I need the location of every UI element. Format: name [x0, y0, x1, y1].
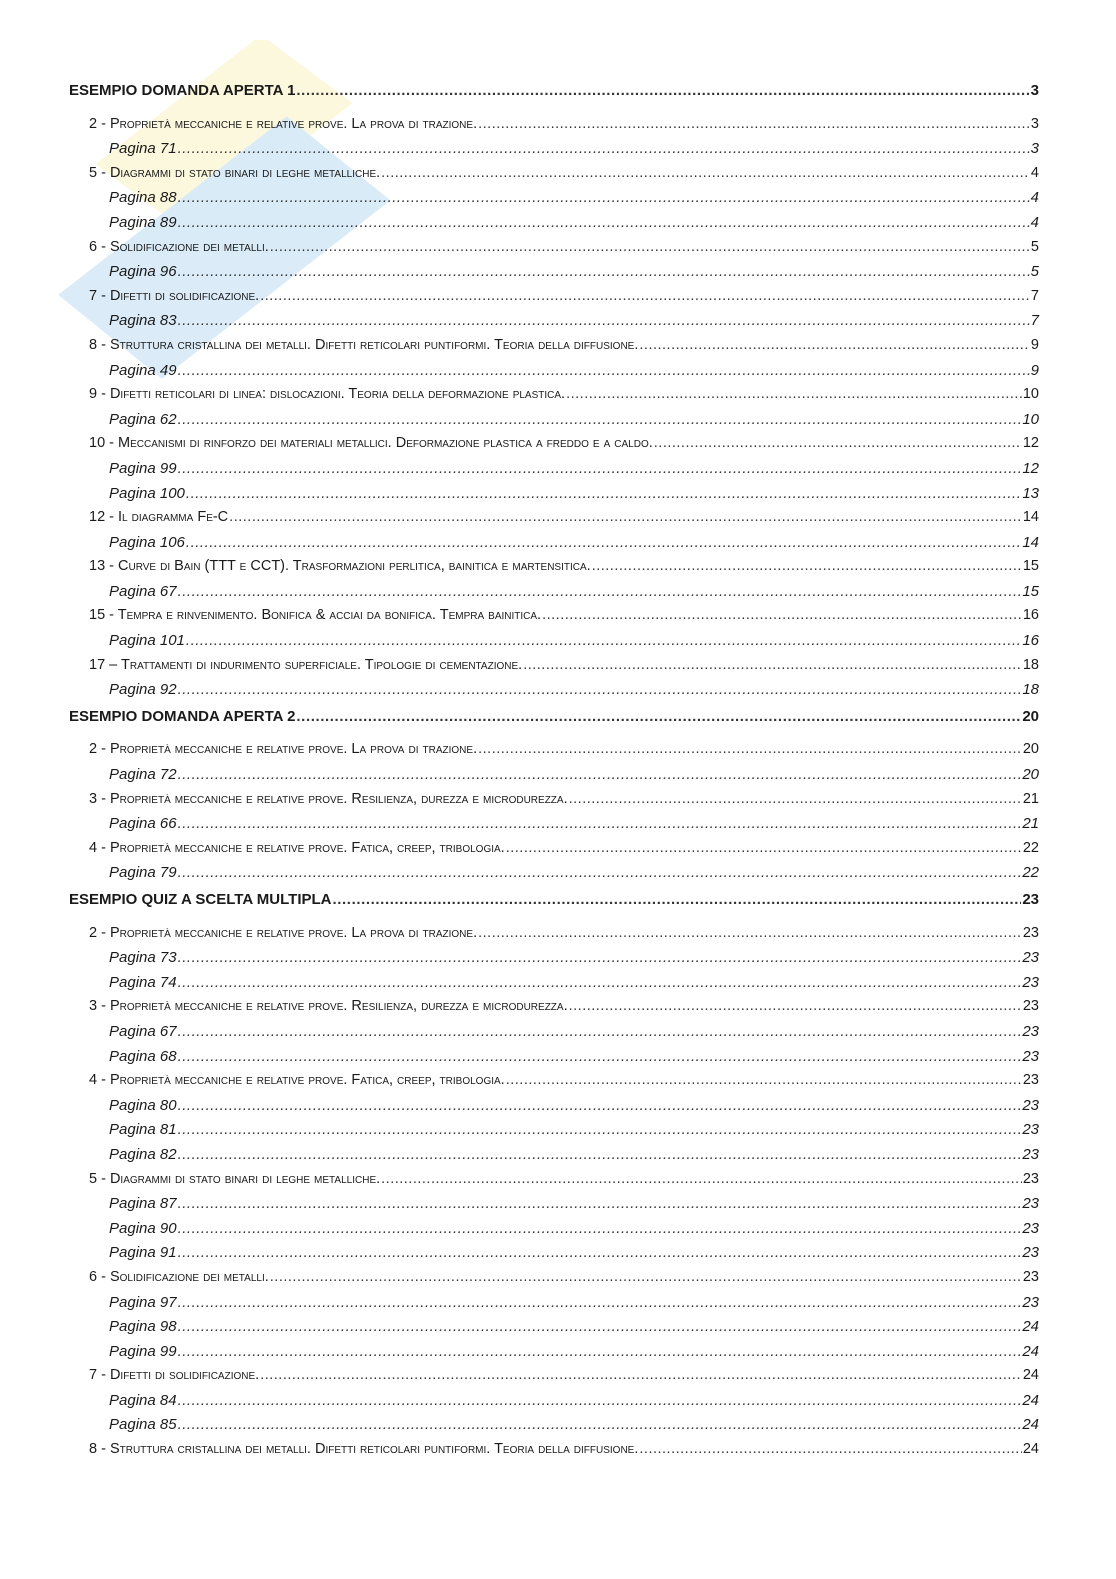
toc-chapter-entry[interactable] [69, 337, 1039, 362]
toc-entry-title: 15 - Tempra e rinvenimento. Bonifica & acciai da bonifica. Tempra bainitica. [89, 607, 542, 624]
toc-page-number: 23 [1022, 998, 1039, 1015]
toc-page-entry[interactable] [69, 864, 1039, 889]
toc-entry-title: Pagina 80 [109, 1096, 177, 1114]
toc-chapter-entry[interactable] [69, 1269, 1039, 1294]
toc-entry-title: 2 - Proprietà meccaniche e relative prove. La prova di trazione. [89, 741, 478, 758]
toc-page-number: 3 [1030, 115, 1039, 132]
toc-dot-leader [178, 1343, 1022, 1360]
toc-chapter-entry[interactable] [69, 509, 1039, 534]
toc-dot-leader [333, 891, 1022, 908]
toc-page-number: 23 [1022, 924, 1039, 941]
toc-section-entry[interactable] [69, 82, 1039, 107]
toc-dot-leader [270, 239, 1030, 255]
toc-page-number: 3 [1030, 140, 1039, 158]
toc-chapter-entry[interactable] [69, 558, 1039, 583]
toc-entry-title: Pagina 97 [109, 1293, 177, 1311]
toc-dot-leader [478, 741, 1022, 757]
toc-dot-leader [178, 1023, 1022, 1040]
toc-page-entry[interactable] [69, 189, 1039, 214]
toc-page-entry[interactable] [69, 1318, 1039, 1343]
toc-entry-title: 7 - Difetti di solidificazione. [89, 287, 260, 304]
toc-dot-leader [178, 815, 1022, 832]
toc-page-number: 16 [1022, 632, 1039, 650]
toc-page-number: 12 [1022, 435, 1039, 452]
toc-page-number: 5 [1030, 263, 1039, 281]
toc-entry-title: ESEMPIO DOMANDA APERTA 2 [69, 707, 296, 725]
toc-page-entry[interactable] [69, 815, 1039, 840]
toc-entry-title: Pagina 72 [109, 766, 177, 784]
toc-page-number: 20 [1022, 707, 1039, 725]
toc-entry-title: 10 - Meccanismi di rinforzo dei materiali metallici. Deformazione plastica a freddo e a caldo. [89, 435, 653, 452]
toc-page-number: 24 [1022, 1318, 1039, 1336]
toc-entry-title: Pagina 67 [109, 582, 177, 600]
toc-entry-title: Pagina 81 [109, 1121, 177, 1139]
toc-page-entry[interactable] [69, 312, 1039, 337]
toc-dot-leader [186, 485, 1021, 502]
toc-page-number: 15 [1022, 558, 1039, 575]
toc-page-entry[interactable] [69, 1244, 1039, 1269]
toc-page-number: 22 [1022, 839, 1039, 856]
toc-dot-leader [178, 189, 1030, 206]
toc-page-entry[interactable] [69, 1121, 1039, 1146]
toc-dot-leader [229, 509, 1022, 525]
toc-chapter-entry[interactable] [69, 1367, 1039, 1392]
toc-entry-title: Pagina 85 [109, 1416, 177, 1434]
toc-page-number: 9 [1030, 361, 1039, 379]
toc-page-number: 23 [1022, 1096, 1039, 1114]
toc-entry-title: 3 - Proprietà meccaniche e relative prove. Resilienza, durezza e microdurezza. [89, 790, 568, 807]
toc-entry-title: Pagina 82 [109, 1145, 177, 1163]
toc-entry-title: 9 - Difetti reticolari di linea: dislocazioni. Teoria della deformazione plastica. [89, 386, 566, 403]
toc-entry-title: 5 - Diagrammi di stato binari di leghe metalliche. [89, 1170, 381, 1187]
toc-page-number: 10 [1022, 386, 1039, 403]
toc-dot-leader [178, 460, 1022, 477]
toc-page-entry[interactable] [69, 1294, 1039, 1319]
toc-page-number: 23 [1022, 1244, 1039, 1262]
toc-page-entry[interactable] [69, 1343, 1039, 1368]
toc-page-number: 18 [1022, 656, 1039, 673]
toc-section-entry[interactable] [69, 891, 1039, 916]
toc-chapter-entry[interactable] [69, 998, 1039, 1023]
toc-entry-title: 13 - Curve di Bain (TTT e CCT). Trasformazioni perlitica, bainitica e martensitica. [89, 558, 591, 575]
toc-dot-leader [178, 263, 1030, 280]
toc-dot-leader [260, 1367, 1022, 1383]
toc-dot-leader [186, 632, 1021, 649]
toc-dot-leader [178, 1318, 1022, 1335]
toc-page-number: 23 [1022, 949, 1039, 967]
toc-entry-title: Pagina 100 [109, 484, 185, 502]
toc-page-number: 23 [1022, 1195, 1039, 1213]
toc-dot-leader [569, 791, 1022, 807]
toc-dot-leader [296, 708, 1021, 725]
toc-page-entry[interactable] [69, 485, 1039, 510]
toc-page-number: 23 [1022, 891, 1039, 908]
toc-dot-leader [178, 864, 1022, 881]
toc-entry-title: Pagina 62 [109, 410, 177, 428]
toc-page-number: 23 [1022, 1022, 1039, 1040]
toc-page-number: 23 [1022, 1170, 1039, 1187]
toc-page-entry[interactable] [69, 974, 1039, 999]
toc-page-number: 21 [1022, 790, 1039, 807]
toc-page-number: 24 [1022, 1416, 1039, 1434]
toc-chapter-entry[interactable] [69, 386, 1039, 411]
toc-page-entry[interactable] [69, 1195, 1039, 1220]
toc-entry-title: Pagina 67 [109, 1022, 177, 1040]
toc-dot-leader [639, 1441, 1021, 1457]
toc-page-entry[interactable] [69, 411, 1039, 436]
toc-entry-title: Pagina 98 [109, 1318, 177, 1336]
toc-entry-title: Pagina 73 [109, 949, 177, 967]
toc-entry-title: Pagina 49 [109, 361, 177, 379]
toc-page-number: 23 [1022, 973, 1039, 991]
toc-dot-leader [260, 288, 1030, 304]
toc-page-entry[interactable] [69, 460, 1039, 485]
toc-dot-leader [478, 925, 1022, 941]
toc-entry-title: 12 - Il diagramma Fe-C [89, 509, 229, 526]
toc-dot-leader [270, 1269, 1022, 1285]
toc-entry-title: 8 - Struttura cristallina dei metalli. Difetti reticolari puntiformi. Teoria della diffusione. [89, 336, 639, 353]
toc-dot-leader [569, 998, 1022, 1014]
toc-entry-title: Pagina 99 [109, 459, 177, 477]
toc-page-entry[interactable] [69, 1023, 1039, 1048]
toc-entry-title: Pagina 101 [109, 632, 185, 650]
toc-page-number: 9 [1030, 336, 1039, 353]
toc-page-number: 5 [1030, 238, 1039, 255]
toc-page-number: 23 [1022, 1121, 1039, 1139]
toc-dot-leader [178, 362, 1030, 379]
toc-page-number: 20 [1022, 741, 1039, 758]
toc-dot-leader [178, 1220, 1022, 1237]
toc-page-number: 24 [1022, 1441, 1039, 1458]
table-of-contents [69, 80, 1039, 1466]
toc-page-entry[interactable] [69, 949, 1039, 974]
toc-entry-title: 17 – Trattamenti di indurimento superficiale. Tipologie di cementazione. [89, 656, 523, 673]
toc-entry-title: Pagina 88 [109, 189, 177, 207]
toc-entry-title: 7 - Difetti di solidificazione. [89, 1367, 260, 1384]
toc-page-number: 7 [1030, 287, 1039, 304]
toc-page-number: 4 [1030, 164, 1039, 181]
toc-page-entry[interactable] [69, 140, 1039, 165]
toc-page-number: 4 [1030, 213, 1039, 231]
toc-page-number: 10 [1022, 410, 1039, 428]
toc-chapter-entry[interactable] [69, 116, 1039, 141]
toc-dot-leader [178, 583, 1022, 600]
toc-dot-leader [178, 1244, 1022, 1261]
toc-page-number: 22 [1022, 864, 1039, 882]
toc-dot-leader [178, 1195, 1022, 1212]
toc-entry-title: Pagina 74 [109, 973, 177, 991]
toc-page-number: 23 [1022, 1219, 1039, 1237]
toc-page-number: 24 [1022, 1367, 1039, 1384]
toc-entry-title: Pagina 79 [109, 864, 177, 882]
toc-page-number: 24 [1022, 1342, 1039, 1360]
toc-entry-title: Pagina 83 [109, 312, 177, 330]
toc-page-entry[interactable] [69, 534, 1039, 559]
toc-page-number: 23 [1022, 1145, 1039, 1163]
toc-page-number: 21 [1022, 815, 1039, 833]
toc-page-entry[interactable] [69, 681, 1039, 706]
toc-chapter-entry[interactable] [69, 607, 1039, 632]
toc-page-number: 15 [1022, 582, 1039, 600]
toc-dot-leader [178, 766, 1022, 783]
toc-page-number: 16 [1022, 607, 1039, 624]
toc-entry-title: Pagina 68 [109, 1047, 177, 1065]
toc-dot-leader [178, 1097, 1022, 1114]
toc-chapter-entry[interactable] [69, 165, 1039, 190]
toc-chapter-entry[interactable] [69, 791, 1039, 816]
toc-entry-title: 4 - Proprietà meccaniche e relative prove. Fatica, creep, tribologia. [89, 839, 505, 856]
toc-entry-title: Pagina 106 [109, 533, 185, 551]
toc-dot-leader [542, 607, 1022, 623]
toc-dot-leader [381, 1171, 1022, 1187]
toc-page-number: 20 [1022, 766, 1039, 784]
toc-dot-leader [178, 1392, 1022, 1409]
toc-entry-title: 8 - Struttura cristallina dei metalli. Difetti reticolari puntiformi. Teoria della diffusione. [89, 1441, 639, 1458]
toc-entry-title: Pagina 71 [109, 140, 177, 158]
toc-page-entry[interactable] [69, 1146, 1039, 1171]
toc-entry-title: 3 - Proprietà meccaniche e relative prove. Resilienza, durezza e microdurezza. [89, 998, 568, 1015]
toc-chapter-entry[interactable] [69, 925, 1039, 950]
toc-dot-leader [506, 840, 1022, 856]
toc-entry-title: Pagina 92 [109, 681, 177, 699]
toc-dot-leader [296, 82, 1029, 99]
toc-entry-title: ESEMPIO DOMANDA APERTA 1 [69, 82, 296, 99]
toc-dot-leader [178, 1146, 1022, 1163]
toc-page-number: 23 [1022, 1293, 1039, 1311]
toc-dot-leader [639, 337, 1030, 353]
toc-entry-title: ESEMPIO QUIZ A SCELTA MULTIPLA [69, 891, 332, 908]
toc-dot-leader [381, 165, 1030, 181]
toc-dot-leader [178, 1416, 1022, 1433]
toc-page-number: 3 [1030, 82, 1039, 99]
toc-page-number: 23 [1022, 1072, 1039, 1089]
toc-dot-leader [178, 1048, 1022, 1065]
toc-entry-title: Pagina 66 [109, 815, 177, 833]
toc-page-entry[interactable] [69, 583, 1039, 608]
toc-page-entry[interactable] [69, 632, 1039, 657]
toc-dot-leader [592, 558, 1022, 574]
toc-page-entry[interactable] [69, 214, 1039, 239]
toc-dot-leader [178, 312, 1030, 329]
toc-chapter-entry[interactable] [69, 1072, 1039, 1097]
toc-entry-title: 4 - Proprietà meccaniche e relative prove. Fatica, creep, tribologia. [89, 1072, 505, 1089]
toc-page-number: 14 [1022, 509, 1039, 526]
toc-entry-title: Pagina 89 [109, 213, 177, 231]
toc-dot-leader [654, 435, 1022, 451]
toc-page-entry[interactable] [69, 1097, 1039, 1122]
toc-page-entry[interactable] [69, 766, 1039, 791]
toc-dot-leader [186, 534, 1021, 551]
toc-chapter-entry[interactable] [69, 1441, 1039, 1466]
toc-dot-leader [178, 1121, 1022, 1138]
toc-dot-leader [478, 116, 1030, 132]
toc-dot-leader [523, 657, 1022, 673]
toc-entry-title: 2 - Proprietà meccaniche e relative prove. La prova di trazione. [89, 115, 478, 132]
toc-page-number: 23 [1022, 1268, 1039, 1285]
toc-entry-title: 6 - Solidificazione dei metalli. [89, 1268, 269, 1285]
toc-chapter-entry[interactable] [69, 840, 1039, 865]
toc-entry-title: Pagina 99 [109, 1342, 177, 1360]
toc-entry-title: Pagina 91 [109, 1244, 177, 1262]
toc-page-number: 18 [1022, 681, 1039, 699]
toc-chapter-entry[interactable] [69, 288, 1039, 313]
toc-entry-title: 6 - Solidificazione dei metalli. [89, 238, 269, 255]
toc-chapter-entry[interactable] [69, 657, 1039, 682]
toc-page-number: 4 [1030, 189, 1039, 207]
toc-dot-leader [178, 140, 1030, 157]
toc-page-number: 13 [1022, 484, 1039, 502]
toc-entry-title: Pagina 96 [109, 263, 177, 281]
toc-page-number: 23 [1022, 1047, 1039, 1065]
toc-dot-leader [178, 681, 1022, 698]
toc-entry-title: 5 - Diagrammi di stato binari di leghe metalliche. [89, 164, 381, 181]
toc-page-entry[interactable] [69, 1416, 1039, 1441]
toc-entry-title: Pagina 87 [109, 1195, 177, 1213]
toc-dot-leader [566, 386, 1022, 402]
toc-page-entry[interactable] [69, 263, 1039, 288]
toc-page-entry[interactable] [69, 1392, 1039, 1417]
toc-chapter-entry[interactable] [69, 1171, 1039, 1196]
toc-dot-leader [178, 214, 1030, 231]
toc-chapter-entry[interactable] [69, 741, 1039, 766]
toc-entry-title: Pagina 90 [109, 1219, 177, 1237]
toc-section-entry[interactable] [69, 708, 1039, 733]
toc-page-number: 24 [1022, 1391, 1039, 1409]
toc-dot-leader [178, 974, 1022, 991]
toc-page-entry[interactable] [69, 1048, 1039, 1073]
toc-dot-leader [178, 1294, 1022, 1311]
toc-dot-leader [506, 1072, 1022, 1088]
toc-page-entry[interactable] [69, 1220, 1039, 1245]
toc-chapter-entry[interactable] [69, 435, 1039, 460]
toc-dot-leader [178, 411, 1022, 428]
toc-page-number: 12 [1022, 459, 1039, 477]
toc-page-number: 7 [1030, 312, 1039, 330]
toc-page-entry[interactable] [69, 362, 1039, 387]
toc-chapter-entry[interactable] [69, 239, 1039, 264]
toc-dot-leader [178, 949, 1022, 966]
toc-entry-title: Pagina 84 [109, 1391, 177, 1409]
toc-page-number: 14 [1022, 533, 1039, 551]
toc-entry-title: 2 - Proprietà meccaniche e relative prove. La prova di trazione. [89, 924, 478, 941]
